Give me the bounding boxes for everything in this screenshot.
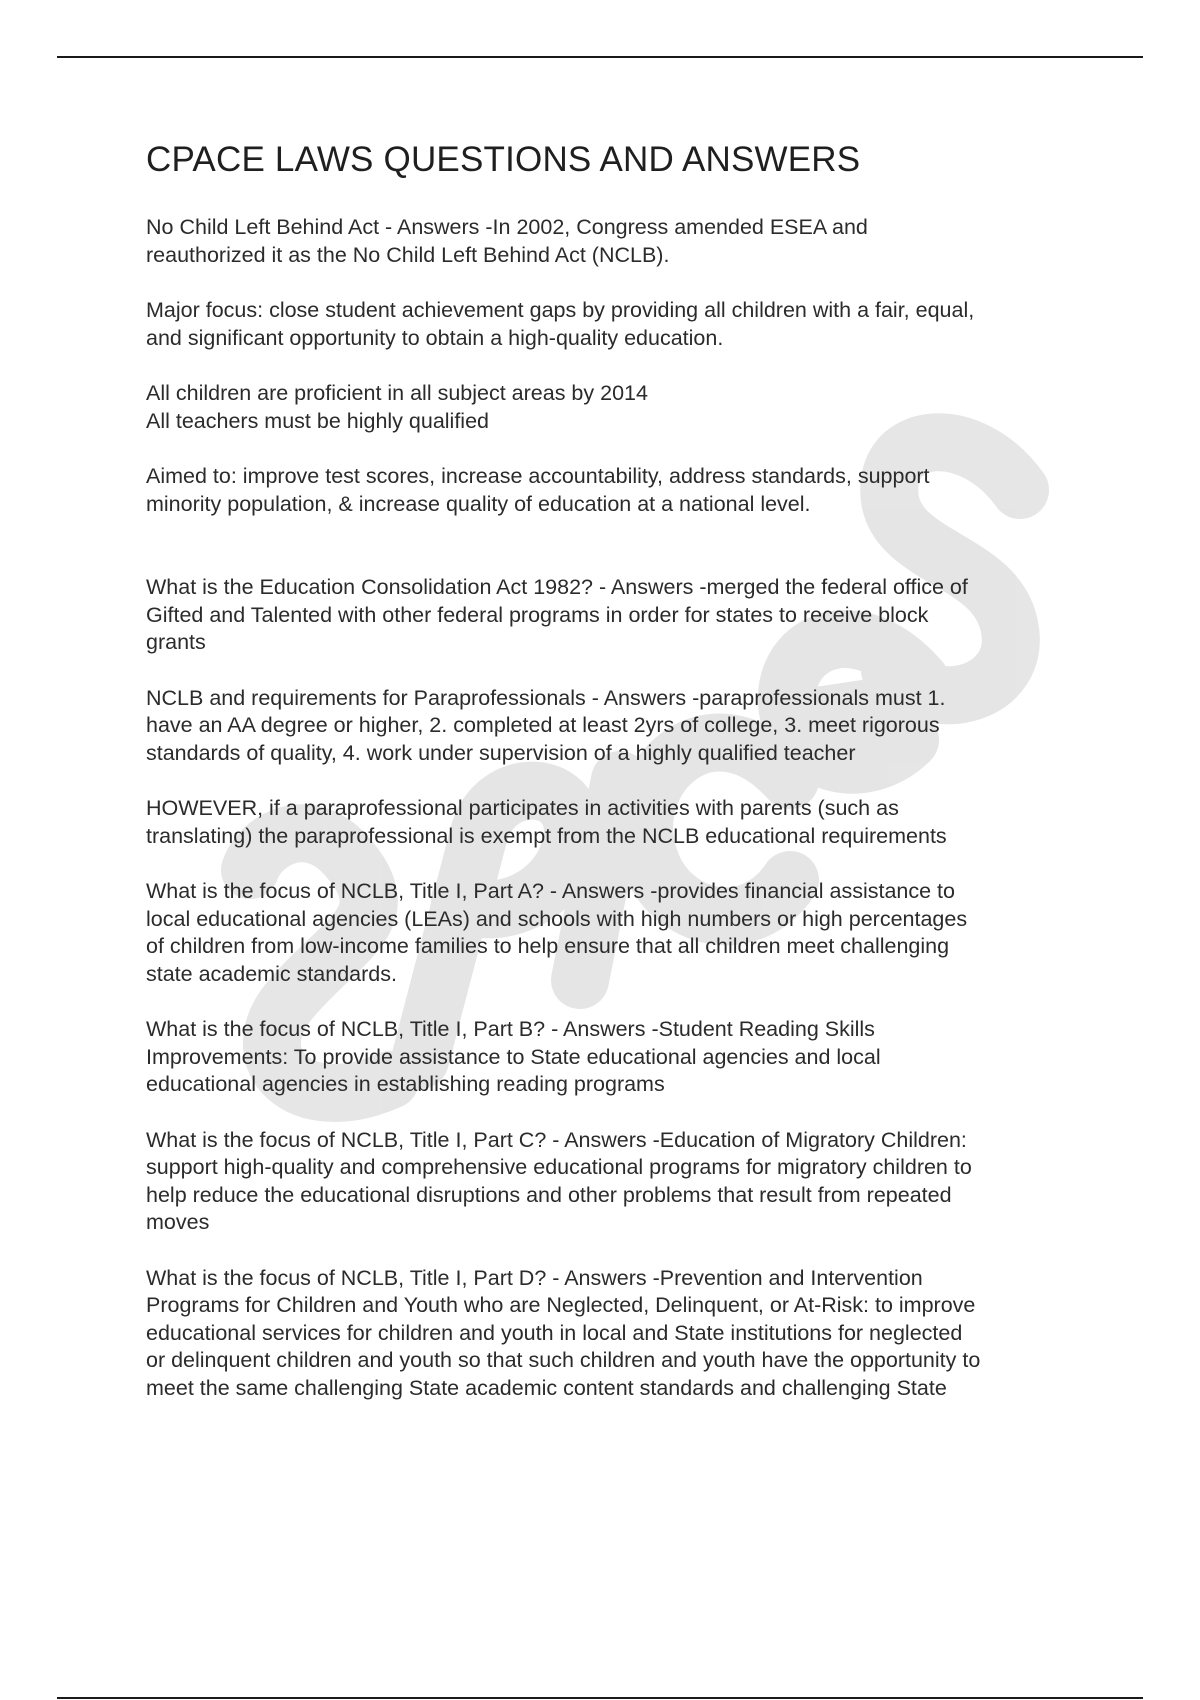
paragraph-title1-part-c: What is the focus of NCLB, Title I, Part C? - Answers -Education of Migratory Children: support high-quality and comprehensive educational programs for migratory children to help reduce the educational disruptions and other problems that result from repeated moves	[146, 1127, 972, 1234]
paragraph-nclb-intro: No Child Left Behind Act - Answers -In 2002, Congress amended ESEA and reauthorized it as the No Child Left Behind Act (NCLB).	[146, 215, 868, 267]
paragraph-title1-part-a: What is the focus of NCLB, Title I, Part A? - Answers -provides financial assistance to local educational agencies (LEAs) and schools with high numbers or high percentages of children from low-income families to help ensure that all children meet challenging state academic standards.	[146, 879, 968, 986]
paragraph-aims: Aimed to: improve test scores, increase accountability, address standards, support minority population, & increase quality of education at a national level.	[146, 464, 930, 516]
paragraph-major-focus: Major focus: close student achievement gaps by providing all children with a fair, equal, and significant opportunity to obtain a high-quality education.	[146, 298, 975, 350]
document-title: CPACE LAWS QUESTIONS AND ANSWERS	[146, 140, 861, 179]
paragraph-title1-part-b: What is the focus of NCLB, Title I, Part B? - Answers -Student Reading Skills Improvements: To provide assistance to State educational agencies and local educational agencies in establishing reading programs	[146, 1017, 881, 1096]
paragraph-title1-part-d: What is the focus of NCLB, Title I, Part D? - Answers -Prevention and Intervention Programs for Children and Youth who are Neglected, Delinquent, or At-Risk: to improve educational services for children and youth in local and State institutions for neglected or delinquent children and youth so that such children and youth have the opportunity to meet the same challenging State academic content standards and challenging State	[146, 1265, 981, 1400]
document-body	[146, 140, 1086, 1430]
paragraph-paraprofessional-requirements: NCLB and requirements for Paraprofessionals - Answers -paraprofessionals must 1. have an AA degree or higher, 2. completed at least 2yrs of college, 3. meet rigorous standards of quality, 4. work under supervision of a highly qualified teacher	[146, 685, 946, 765]
top-divider	[57, 56, 1143, 58]
paragraph-proficiency-goals: All children are proficient in all subject areas by 2014 All teachers must be highly qualified	[146, 381, 648, 433]
paragraph-education-consolidation-act: What is the Education Consolidation Act 1982? - Answers -merged the federal office of Gifted and Talented with other federal programs in order for states to receive block grants	[146, 575, 968, 654]
paragraph-paraprofessional-exemption: HOWEVER, if a paraprofessional participates in activities with parents (such as translating) the paraprofessional is exempt from the NCLB educational requirements	[146, 796, 947, 848]
bottom-divider	[57, 1697, 1143, 1699]
